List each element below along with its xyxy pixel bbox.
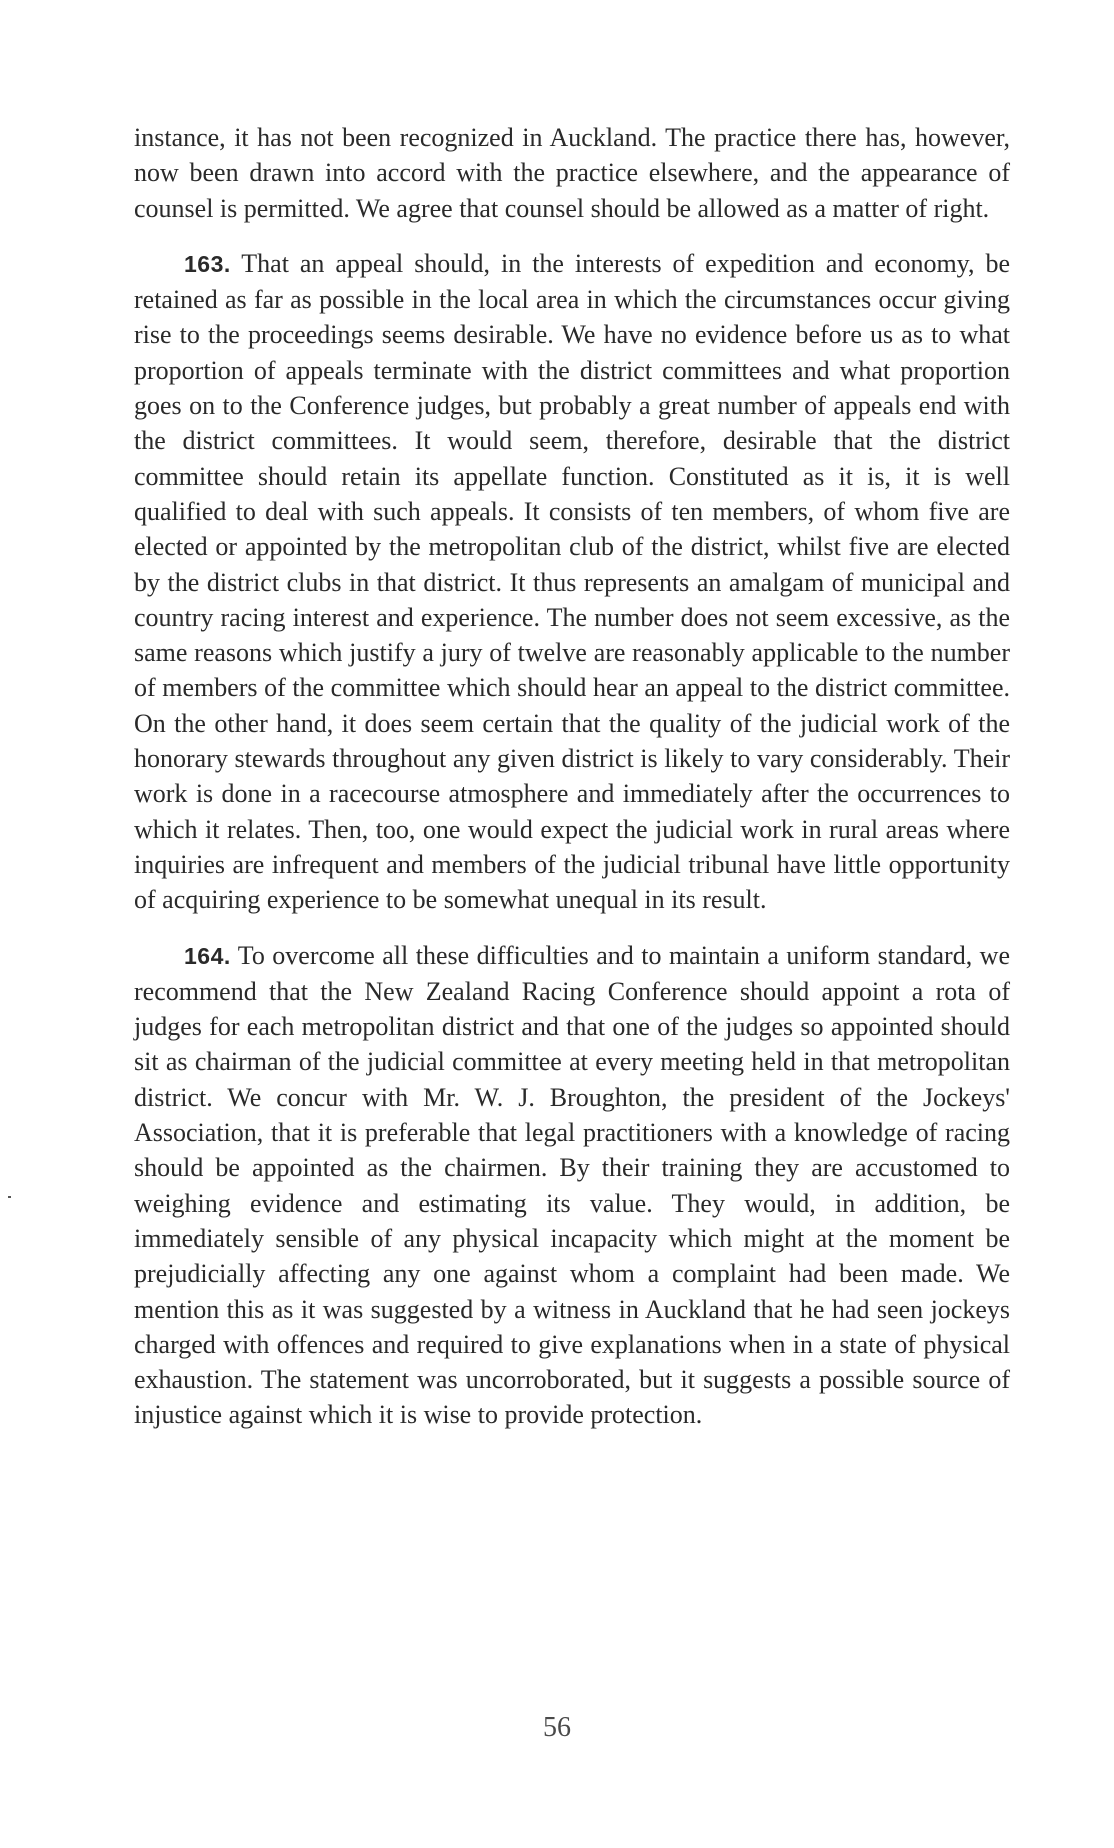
- paragraph-text: instance, it has not been recognized in Auckland. The practice there has, however, now been drawn into accord with the practice elsewhere, and the appearance of counsel is permitted. We agree that counsel should be allowed as a matter of right.: [134, 123, 1010, 223]
- paragraph-text: To overcome all these difficulties and to maintain a uniform standard, we recommend that the New Zealand Racing Conference should appoint a rota of judges for each metropolitan district and that one of the judges so appointed should sit as chairman of the judicial committee at every meeting held in that metropolitan district. We concur with Mr. W. J. Broughton, the president of the Jockeys' Association, that it is preferable that legal practitioners with a knowledge of racing should be appointed as the chairmen. By their training they are accustomed to weighing evidence and estimating its value. They would, in addition, be immediately sensible of any physical incapacity which might at the moment be prejudicially affecting any one against whom a complaint had been made. We mention this as it was suggested by a witness in Auckland that he had seen jockeys charged with offences and required to give explanations when in a state of physical exhaustion. The statement was uncorroborated, but it suggests a possible source of injustice against which it is wise to provide protection.: [134, 940, 1010, 1430]
- paragraph-164: [134, 938, 1010, 1433]
- page-number: 56: [543, 1712, 571, 1743]
- paragraph-continuation: [134, 120, 1010, 226]
- paragraph-number: 164.: [184, 942, 231, 969]
- paragraph-number: 163.: [184, 250, 231, 277]
- paragraph-163: [134, 246, 1010, 918]
- body-text: [134, 120, 1010, 1433]
- paragraph-text: That an appeal should, in the interests of expedition and economy, be retained as far as possible in the local area in which the circumstances occur giving rise to the proceedings seems desirable. We have no evidence before us as to what proportion of appeals terminate with the district committees and what proportion goes on to the Conference judges, but probably a great number of appeals end with the district committees. It would seem, therefore, desirable that the district committee should retain its appellate function. Constituted as it is, it is well qualified to deal with such appeals. It consists of ten members, of whom five are elected or appointed by the metropolitan club of the district, whilst five are elected by the district clubs in that district. It thus represents an amalgam of municipal and country racing interest and experience. The number does not seem excessive, as the same reasons which justify a jury of twelve are reasonably applicable to the number of members of the committee which should hear an appeal to the district committee. On the other hand, it does seem certain that the quality of the judicial work of the honorary stewards throughout any given district is likely to vary considerably. Their work is done in a racecourse atmosphere and immediately after the occurrences to which it relates. Then, too, one would expect the judicial work in rural areas where inquiries are infrequent and members of the judicial tribunal have little opportunity of acquiring experience to be somewhat unequal in its result.: [134, 248, 1011, 915]
- scan-mark: [8, 1196, 11, 1198]
